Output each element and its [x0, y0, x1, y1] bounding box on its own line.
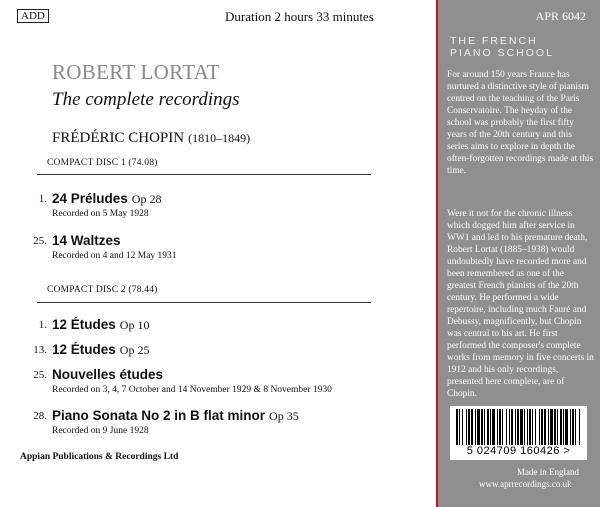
composer-dates: (1810–1849) — [188, 131, 251, 145]
track-opus: Op 25 — [119, 343, 150, 357]
track-title: 24 Préludes — [52, 191, 128, 206]
publisher-name: Appian Publications & Recordings Ltd — [20, 452, 179, 462]
track-number: 25. — [33, 235, 47, 247]
track-opus: Op 35 — [269, 409, 299, 423]
add-label: ADD — [17, 9, 49, 23]
track-item — [33, 366, 332, 395]
track-number: 25. — [33, 369, 47, 381]
track-note: Recorded on 4 and 12 May 1931 — [52, 251, 177, 261]
barcode — [450, 406, 587, 460]
track-number: 1. — [38, 193, 47, 205]
barcode-bars-icon — [456, 409, 581, 445]
track-item — [38, 190, 162, 219]
made-in-text: Made in England — [517, 467, 579, 477]
series-title-line: THE FRENCH — [450, 35, 538, 47]
track-item — [38, 316, 150, 334]
divider-rule — [37, 174, 371, 175]
track-title: Piano Sonata No 2 in B flat minor — [52, 408, 266, 423]
divider-rule — [37, 302, 371, 303]
track-opus: Op 28 — [131, 192, 162, 206]
intro-paragraph: For around 150 years France has nurtured a distinctive style of pianism centred on the teaching of the Paris Conservatoire. The heyday of the school was probably the first fifty years of the 20th century and this series aims to explore in depth the often-forgotten recordings made at this time. — [447, 70, 594, 176]
track-title: Nouvelles études — [52, 367, 164, 382]
track-opus: Op 10 — [119, 318, 150, 332]
track-note: Recorded on 5 May 1928 — [52, 209, 149, 219]
barcode-digits: 5 024709 160426 > — [466, 445, 571, 457]
track-item — [33, 232, 177, 261]
series-title-line: PIANO SCHOOL — [450, 47, 554, 59]
track-item — [33, 407, 299, 436]
series-sidebar — [438, 0, 600, 507]
composer-name: FRÉDÉRIC CHOPIN — [52, 130, 185, 146]
bio-paragraph: Were it not for the chronic illness which dogged him after service in WW1 and led to his premature death, Robert Lortat (1885–1938) would undoubtedly have recorded more and been remembered as one of the greatest French pianists of the 20th century. He performed a wide repertoire, including much Fauré and Debussy, magnificently, but Chopin was central to his art. He first performed the composer's complete works from memory in five concerts in 1912 and his only recordings, presented here complete, are of Chopin. — [447, 209, 594, 399]
disc2-label: COMPACT DISC 2 (78.44) — [47, 285, 158, 295]
track-number: 1. — [38, 319, 47, 331]
track-number: 28. — [33, 410, 47, 422]
track-note: Recorded on 3, 4, 7 October and 14 November 1929 & 8 November 1930 — [52, 385, 332, 395]
track-title: 12 Études — [52, 317, 116, 332]
artist-name: ROBERT LORTAT — [52, 60, 220, 84]
track-note: Recorded on 9 June 1928 — [52, 426, 149, 436]
track-item — [33, 341, 150, 359]
track-title: 14 Waltzes — [52, 233, 121, 248]
composer-heading — [52, 130, 250, 147]
disc1-label: COMPACT DISC 1 (74.08) — [47, 158, 158, 168]
album-subtitle: The complete recordings — [52, 89, 240, 110]
track-title: 12 Études — [52, 342, 116, 357]
duration-text: Duration 2 hours 33 minutes — [225, 9, 374, 24]
track-number: 13. — [33, 344, 47, 356]
website-link[interactable]: www.aprrecordings.co.uk — [479, 479, 572, 489]
catalog-number: APR 6042 — [535, 9, 586, 23]
series-title — [450, 35, 554, 59]
